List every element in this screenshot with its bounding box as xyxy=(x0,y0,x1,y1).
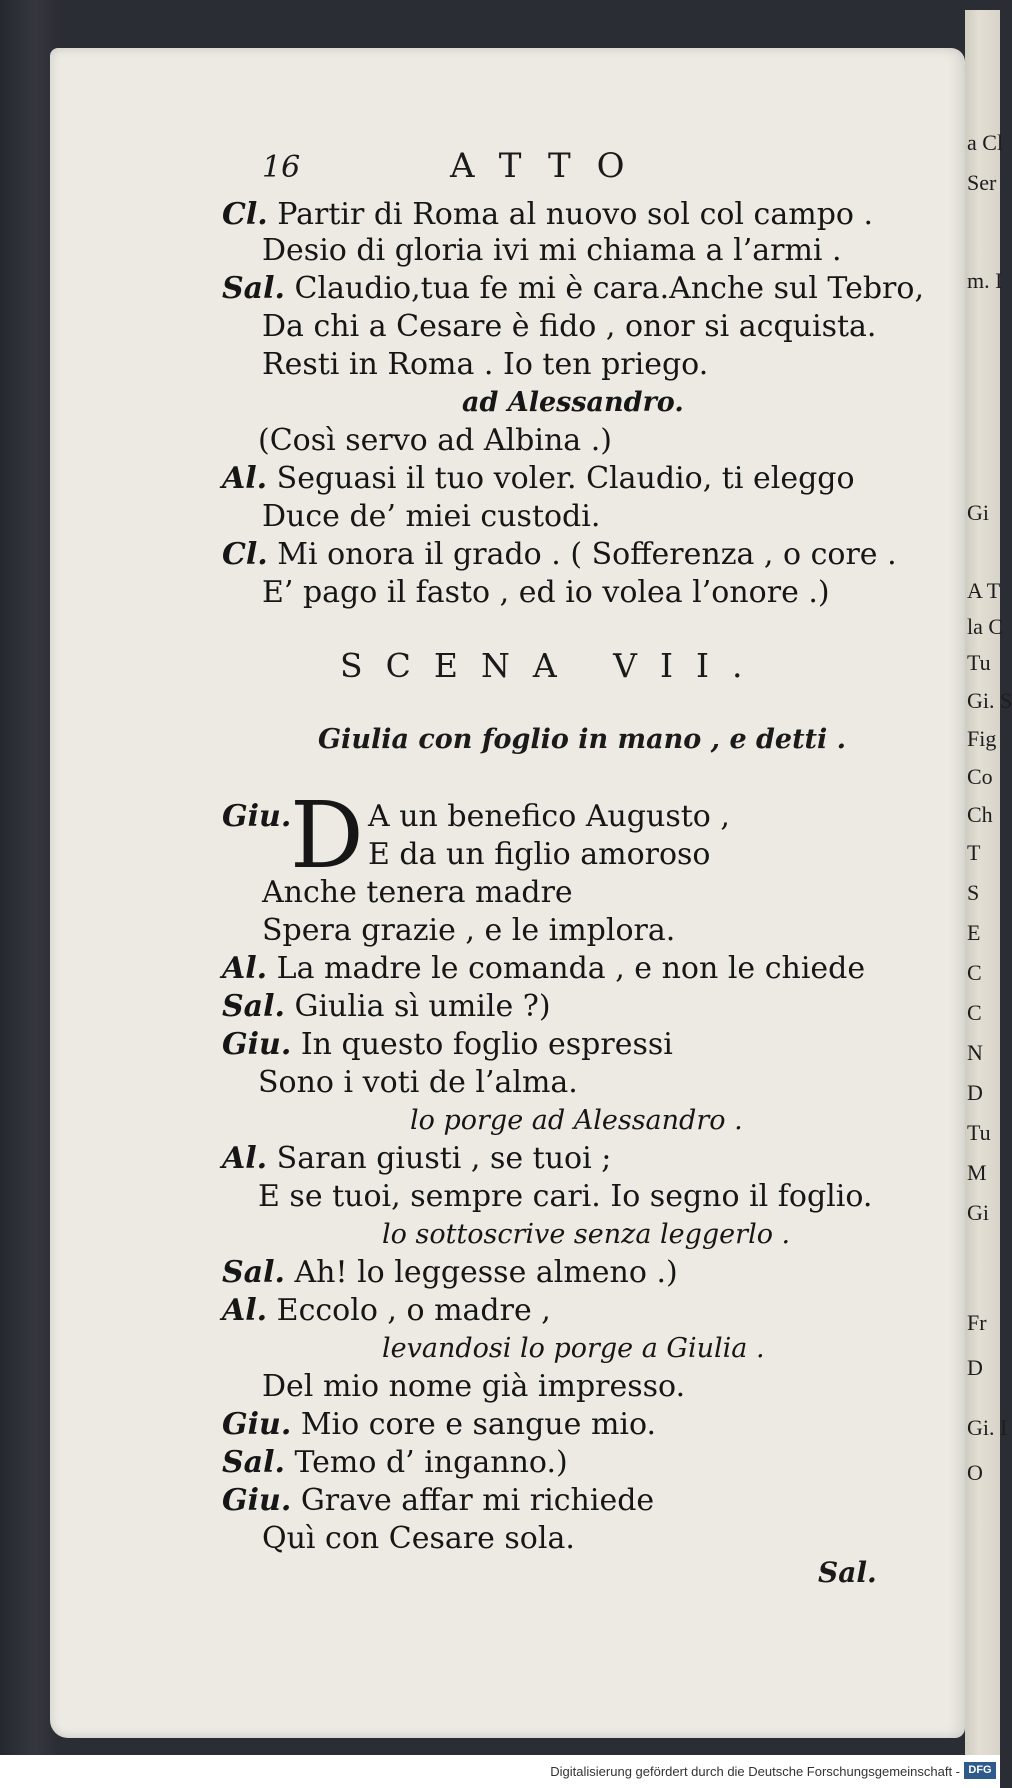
speaker-label: Al. xyxy=(222,951,268,986)
stage-direction: lo porge ad Alessandro . xyxy=(410,1105,743,1136)
verse-line xyxy=(262,876,573,910)
verse-line xyxy=(262,310,876,344)
bleed-text: C xyxy=(967,1000,982,1025)
speaker-label: Al. xyxy=(222,461,268,496)
speaker-label: Cl. xyxy=(222,197,268,232)
verse-text: A un benefico Augusto , xyxy=(368,799,730,834)
speaker-label: Sal. xyxy=(222,1255,285,1290)
bleed-text: Gi. S xyxy=(967,688,1012,713)
verse-text: Grave affar mi richiede xyxy=(300,1483,655,1518)
verse-line xyxy=(262,1522,575,1556)
verse-line xyxy=(222,198,873,232)
speaker-label: Cl. xyxy=(222,537,268,572)
verse-text: Da chi a Cesare è fido , onor si acquista. xyxy=(262,309,877,344)
speaker-label: Sal. xyxy=(222,1445,285,1480)
verse-line xyxy=(262,576,830,610)
verse-line xyxy=(262,1370,685,1404)
speaker-label: Giu. xyxy=(222,1027,292,1062)
verse-line xyxy=(222,272,924,306)
footer-bar xyxy=(0,1755,1000,1788)
bleed-text: T xyxy=(967,840,981,865)
bleed-text: Tu xyxy=(967,650,991,675)
verse-text: Spera grazie , e le implora. xyxy=(262,913,676,948)
verse-text: Saran giusti , se tuoi ; xyxy=(276,1141,612,1176)
bleed-text: Fr xyxy=(967,1310,987,1335)
footer-credit: Digitalisierung gefördert durch die Deutsche Forschungsgemeinschaft - xyxy=(550,1764,960,1779)
verse-text: Eccolo , o madre , xyxy=(276,1293,551,1328)
bleed-text: a Cl xyxy=(967,130,1004,155)
verse-line xyxy=(262,348,708,382)
speaker-label: Al. xyxy=(222,1141,268,1176)
bleed-text: Ch xyxy=(967,802,993,827)
verse-text: Giulia sì umile ?) xyxy=(294,989,551,1024)
verse-text: Mi onora il grado . ( Sofferenza , o core . xyxy=(277,537,897,572)
speaker-label: Sal. xyxy=(222,989,285,1024)
running-head: ATTO xyxy=(450,146,651,186)
bleed-text: la C xyxy=(967,614,1004,639)
bleed-text: Tu xyxy=(967,1120,991,1145)
bleed-text: Gi. I xyxy=(967,1415,1008,1440)
speaker-label: Giu. xyxy=(222,1407,292,1442)
scene-description: Giulia con foglio in mano , e detti . xyxy=(318,724,847,755)
stage-direction: ad Alessandro. xyxy=(462,387,684,418)
verse-text: Seguasi il tuo voler. Claudio, ti eleggo xyxy=(276,461,855,496)
adjacent-page-edge xyxy=(965,10,1012,1755)
verse-line xyxy=(262,914,675,948)
verse-text: Anche tenera madre xyxy=(262,875,573,910)
bleed-text: E xyxy=(967,920,981,945)
verse-text: Ah! lo leggesse almeno .) xyxy=(294,1255,678,1290)
bleed-text: O xyxy=(967,1460,983,1485)
bleed-text: A T xyxy=(967,578,1001,603)
verse-text: Mio core e sangue mio. xyxy=(300,1407,657,1442)
speaker-label: Sal. xyxy=(222,271,285,306)
bleed-text: m. I xyxy=(967,268,1003,293)
verse-text: Temo d’ inganno.) xyxy=(294,1445,568,1480)
verse-line xyxy=(258,1066,578,1100)
bleed-text: C xyxy=(967,960,982,985)
speaker-label: Giu. xyxy=(222,799,292,834)
bleed-text: Co xyxy=(967,764,993,789)
stage-direction: levandosi lo porge a Giulia . xyxy=(382,1333,765,1364)
verse-text: E se tuoi, sempre cari. Io segno il foglio. xyxy=(258,1179,873,1214)
verse-line xyxy=(222,952,865,986)
verse-line xyxy=(222,990,551,1024)
dfg-logo: DFG xyxy=(964,1762,996,1779)
verse-text: (Così servo ad Albina .) xyxy=(258,423,612,458)
bleed-text: M xyxy=(967,1160,987,1185)
bleed-text: Ser xyxy=(967,170,997,195)
verse-line xyxy=(258,1180,872,1214)
speaker-label: Giu. xyxy=(222,1483,292,1518)
verse-text: In questo foglio espressi xyxy=(300,1027,673,1062)
verse-text: La madre le comanda , e non le chiede xyxy=(276,951,866,986)
verse-line xyxy=(222,800,291,834)
verse-text: Del mio nome già impresso. xyxy=(262,1369,686,1404)
speaker-label: Al. xyxy=(222,1293,268,1328)
page-number: 16 xyxy=(262,150,301,185)
verse-line xyxy=(222,1256,678,1290)
verse-line xyxy=(222,462,855,496)
stage-direction: lo sottoscrive senza leggerlo . xyxy=(382,1219,791,1250)
verse-text: E da un figlio amoroso xyxy=(368,837,711,872)
verse-text: Sono i voti de l’alma. xyxy=(258,1065,578,1100)
bleed-text: S xyxy=(967,880,980,905)
scene-title: SCENA VII. xyxy=(340,646,766,685)
verse-text: Resti in Roma . Io ten priego. xyxy=(262,347,709,382)
verse-line xyxy=(222,1446,568,1480)
bleed-text: Gi xyxy=(967,500,989,525)
catchword: Sal. xyxy=(818,1556,877,1589)
verse-line xyxy=(222,1408,656,1442)
verse-text: Duce de’ miei custodi. xyxy=(262,499,601,534)
verse-line xyxy=(262,500,600,534)
verse-text: Desio di gloria ivi mi chiama a l’armi . xyxy=(262,233,842,268)
verse-text: Partir di Roma al nuovo sol col campo . xyxy=(277,197,874,232)
bleed-text: D xyxy=(967,1355,983,1380)
verse-line xyxy=(222,538,897,572)
verse-text: Quì con Cesare sola. xyxy=(262,1521,575,1556)
verse-line xyxy=(222,1028,673,1062)
verse-line xyxy=(258,424,612,458)
verse-line xyxy=(222,1484,654,1518)
verse-line xyxy=(222,1294,551,1328)
verse-line xyxy=(368,838,711,872)
drop-cap: D xyxy=(290,782,364,889)
bleed-text: Gi xyxy=(967,1200,989,1225)
verse-text: Claudio,tua fe mi è cara.Anche sul Tebro, xyxy=(294,271,924,306)
bleed-text: N xyxy=(967,1040,983,1065)
verse-line xyxy=(262,234,842,268)
bleed-text: D xyxy=(967,1080,983,1105)
verse-text: E’ pago il fasto , ed io volea l’onore .) xyxy=(262,575,830,610)
verse-line xyxy=(222,1142,611,1176)
verse-line xyxy=(368,800,730,834)
bleed-text: Fig xyxy=(967,726,997,751)
